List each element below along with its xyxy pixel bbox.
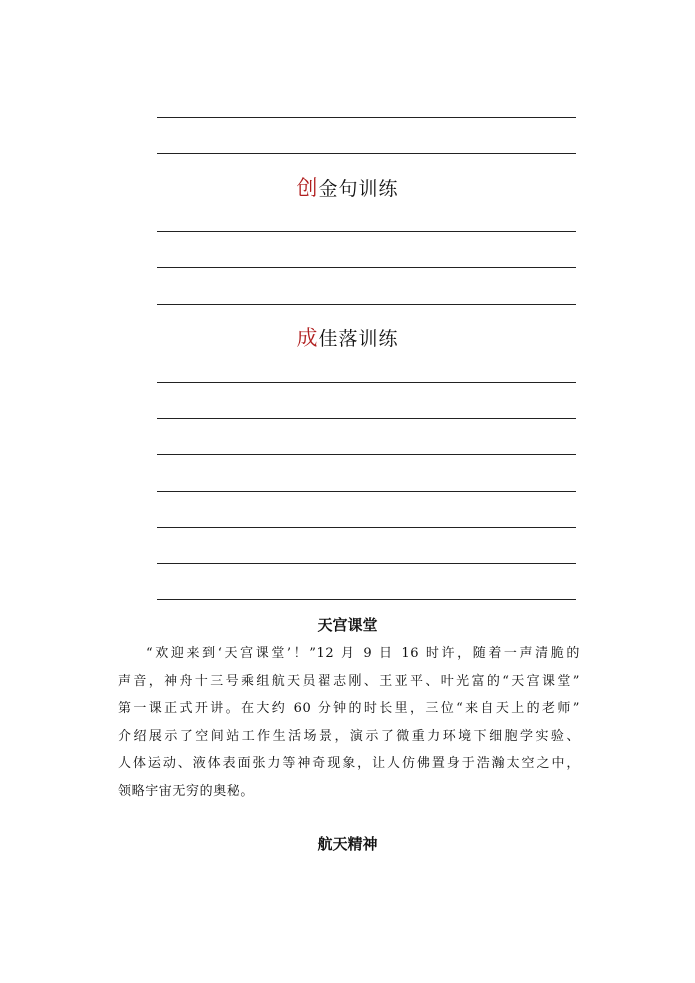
paragraph-line: 第一课正式开讲。在大约 60 分钟的时长里，三位“来自天上的老师” — [118, 701, 580, 716]
paragraph-line: 人体运动、液体表面张力等神奇现象，让人仿佛置身于浩瀚太空之中， — [118, 756, 580, 771]
writing-line — [157, 267, 576, 268]
golden-sentence-heading — [0, 172, 695, 202]
writing-line — [157, 491, 576, 492]
writing-line — [157, 117, 576, 118]
writing-line — [157, 382, 576, 383]
paragraph-practice-heading — [0, 322, 695, 352]
writing-line — [157, 563, 576, 564]
paragraph-line: 介绍展示了空间站工作生活场景，演示了微重力环境下细胞学实验、 — [118, 728, 580, 744]
paragraph-line: “欢迎来到‘天宫课堂’！”12 月 9 日 16 时许，随着一声清脆的 — [146, 646, 580, 661]
writing-line — [157, 418, 576, 419]
writing-line — [157, 153, 576, 154]
paragraph-line: 领略宇宙无穷的奥秘。 — [118, 783, 255, 799]
article-title: 天宫课堂 — [317, 616, 378, 634]
writing-line — [157, 527, 576, 528]
writing-line — [157, 599, 576, 600]
writing-line — [157, 454, 576, 455]
heading-text: 佳落训练 — [318, 328, 399, 350]
writing-line — [157, 231, 576, 232]
heading-red-char: 成 — [296, 326, 319, 350]
heading-text: 金句训练 — [318, 178, 399, 200]
next-section-title: 航天精神 — [317, 835, 378, 853]
writing-line — [157, 304, 576, 305]
article-paragraph — [118, 640, 580, 805]
paragraph-line: 声音，神舟十三号乘组航天员翟志刚、王亚平、叶光富的“天宫课堂” — [118, 673, 580, 689]
heading-red-char: 创 — [296, 176, 319, 200]
